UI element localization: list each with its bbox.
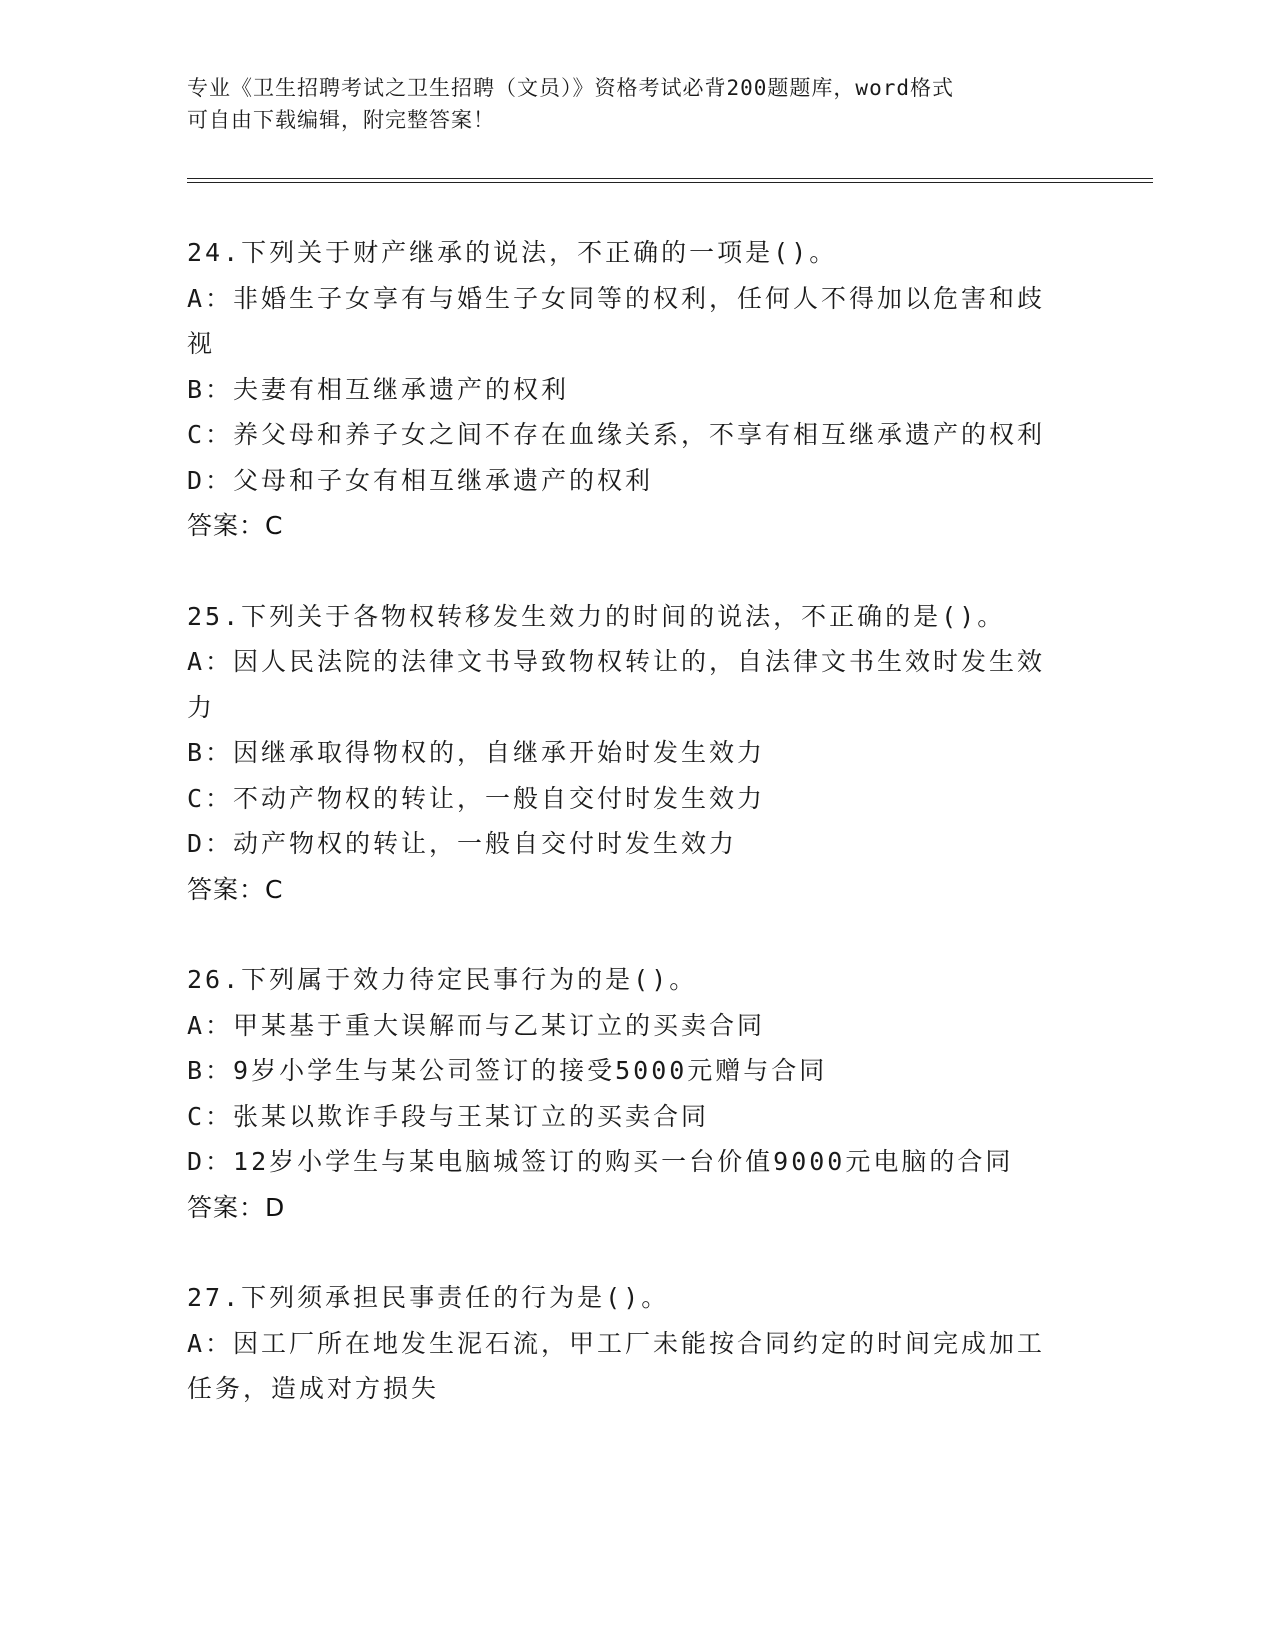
question-25-answer: 答案：C	[187, 874, 284, 904]
question-spacer	[187, 1230, 1087, 1275]
question-27	[187, 1275, 1087, 1412]
question-26-option-a: A：甲某基于重大误解而与乙某订立的买卖合同	[187, 1010, 766, 1040]
question-27-option-a: A：因工厂所在地发生泥石流，甲工厂未能按合同约定的时间完成加工	[187, 1328, 1046, 1358]
question-27-option-a-continued: 任务，造成对方损失	[187, 1374, 440, 1403]
question-24-option-a: A：非婚生子女享有与婚生子女同等的权利，任何人不得加以危害和歧	[187, 283, 1046, 313]
question-25	[187, 594, 1087, 913]
header-title-line-1: 专业《卫生招聘考试之卫生招聘（文员）》资格考试必背200题题库，word格式	[187, 76, 954, 100]
question-24-option-d: D：父母和子女有相互继承遗产的权利	[187, 465, 654, 495]
question-24-option-c: C：养父母和养子女之间不存在血缘关系，不享有相互继承遗产的权利	[187, 420, 1046, 449]
question-26-answer: 答案：D	[187, 1192, 286, 1222]
question-25-option-b: B：因继承取得物权的，自继承开始时发生效力	[187, 738, 766, 767]
question-25-option-a-continued: 力	[187, 692, 216, 722]
question-list	[187, 230, 1087, 1412]
question-spacer	[187, 912, 1087, 957]
question-26-option-b: B：9岁小学生与某公司签订的接受5000元赠与合同	[187, 1056, 828, 1085]
header-divider	[187, 178, 1153, 183]
question-25-option-c: C：不动产物权的转让，一般自交付时发生效力	[187, 783, 766, 813]
header-title-line-2: 可自由下载编辑，附完整答案！	[187, 108, 495, 132]
question-25-option-d: D：动产物权的转让，一般自交付时发生效力	[187, 829, 738, 858]
question-25-option-a: A：因人民法院的法律文书导致物权转让的，自法律文书生效时发生效	[187, 647, 1046, 676]
question-25-stem: 25.下列关于各物权转移发生效力的时间的说法，不正确的是()。	[187, 601, 1006, 631]
question-26-option-c: C：张某以欺诈手段与王某订立的买卖合同	[187, 1101, 710, 1131]
question-27-stem: 27.下列须承担民事责任的行为是()。	[187, 1283, 670, 1312]
question-24-option-b: B：夫妻有相互继承遗产的权利	[187, 374, 570, 404]
question-24-option-a-continued: 视	[187, 329, 216, 358]
question-spacer	[187, 549, 1087, 594]
question-24-stem: 24.下列关于财产继承的说法，不正确的一项是()。	[187, 238, 838, 267]
question-26	[187, 957, 1087, 1230]
document-header	[187, 72, 1067, 136]
question-26-stem: 26.下列属于效力待定民事行为的是()。	[187, 965, 698, 994]
question-24	[187, 230, 1087, 549]
question-24-answer: 答案：C	[187, 511, 284, 540]
question-26-option-d: D：12岁小学生与某电脑城签订的购买一台价值9000元电脑的合同	[187, 1147, 1014, 1176]
